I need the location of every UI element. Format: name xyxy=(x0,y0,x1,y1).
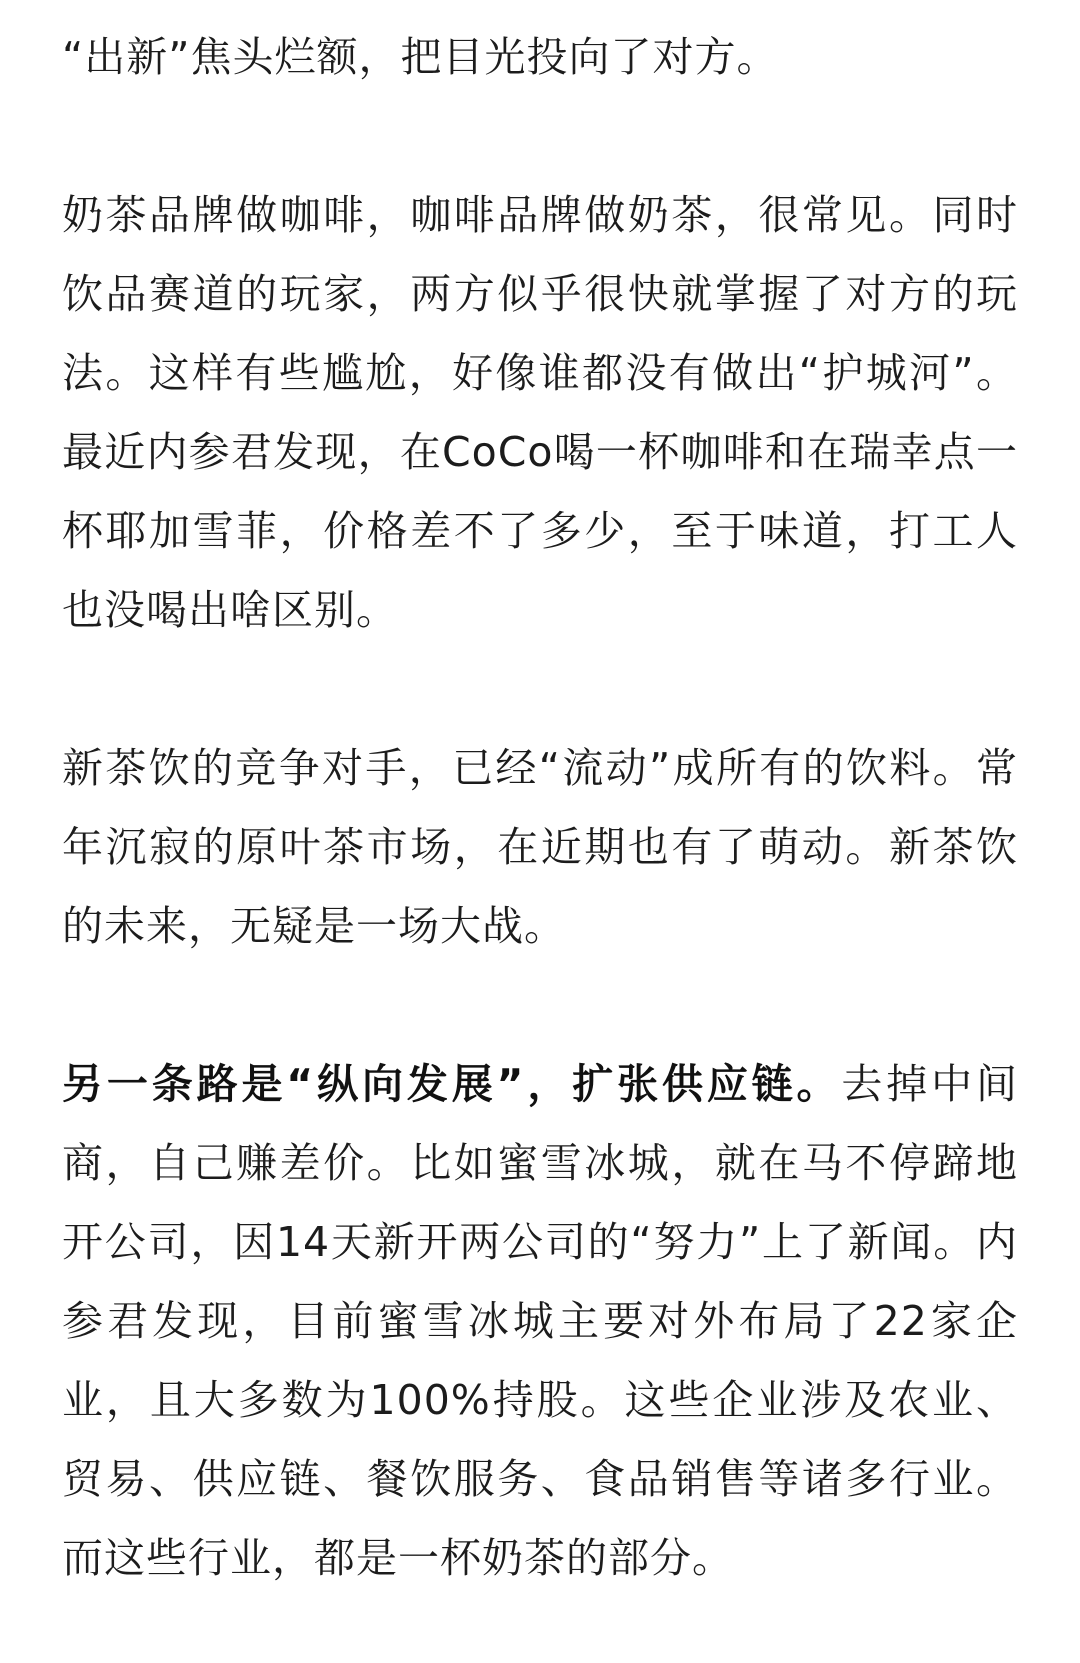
paragraph-2-text: 奶茶品牌做咖啡，咖啡品牌做奶茶，很常见。同时饮品赛道的玩家，两方似乎很快就掌握了对方的玩法。这样有些尴尬，好像谁都没有做出“护城河”。最近内参君发现，在CoCo喝一杯咖啡和在瑞幸点一杯耶加雪菲，价格差不了多少，至于味道，打工人也没喝出啥区别。 xyxy=(62,191,1018,634)
paragraph-3-text: 新茶饮的竞争对手，已经“流动”成所有的饮料。常年沉寂的原叶茶市场，在近期也有了萌动。新茶饮的未来，无疑是一场大战。 xyxy=(62,744,1018,950)
paragraph-1 xyxy=(62,18,1018,97)
paragraph-1-text: “出新”焦头烂额，把目光投向了对方。 xyxy=(62,33,779,81)
paragraph-4 xyxy=(62,1045,1018,1598)
paragraph-2 xyxy=(62,176,1018,650)
paragraph-3 xyxy=(62,729,1018,966)
paragraph-4-lead: 另一条路是“纵向发展”，扩张供应链。 xyxy=(62,1060,842,1108)
paragraph-4-text: 去掉中间商，自己赚差价。比如蜜雪冰城，就在马不停蹄地开公司，因14天新开两公司的“努力”上了新闻。内参君发现，目前蜜雪冰城主要对外布局了22家企业，且大多数为100%持股。这些企业涉及农业、贸易、供应链、餐饮服务、食品销售等诸多行业。而这些行业，都是一杯奶茶的部分。 xyxy=(62,1060,1018,1582)
